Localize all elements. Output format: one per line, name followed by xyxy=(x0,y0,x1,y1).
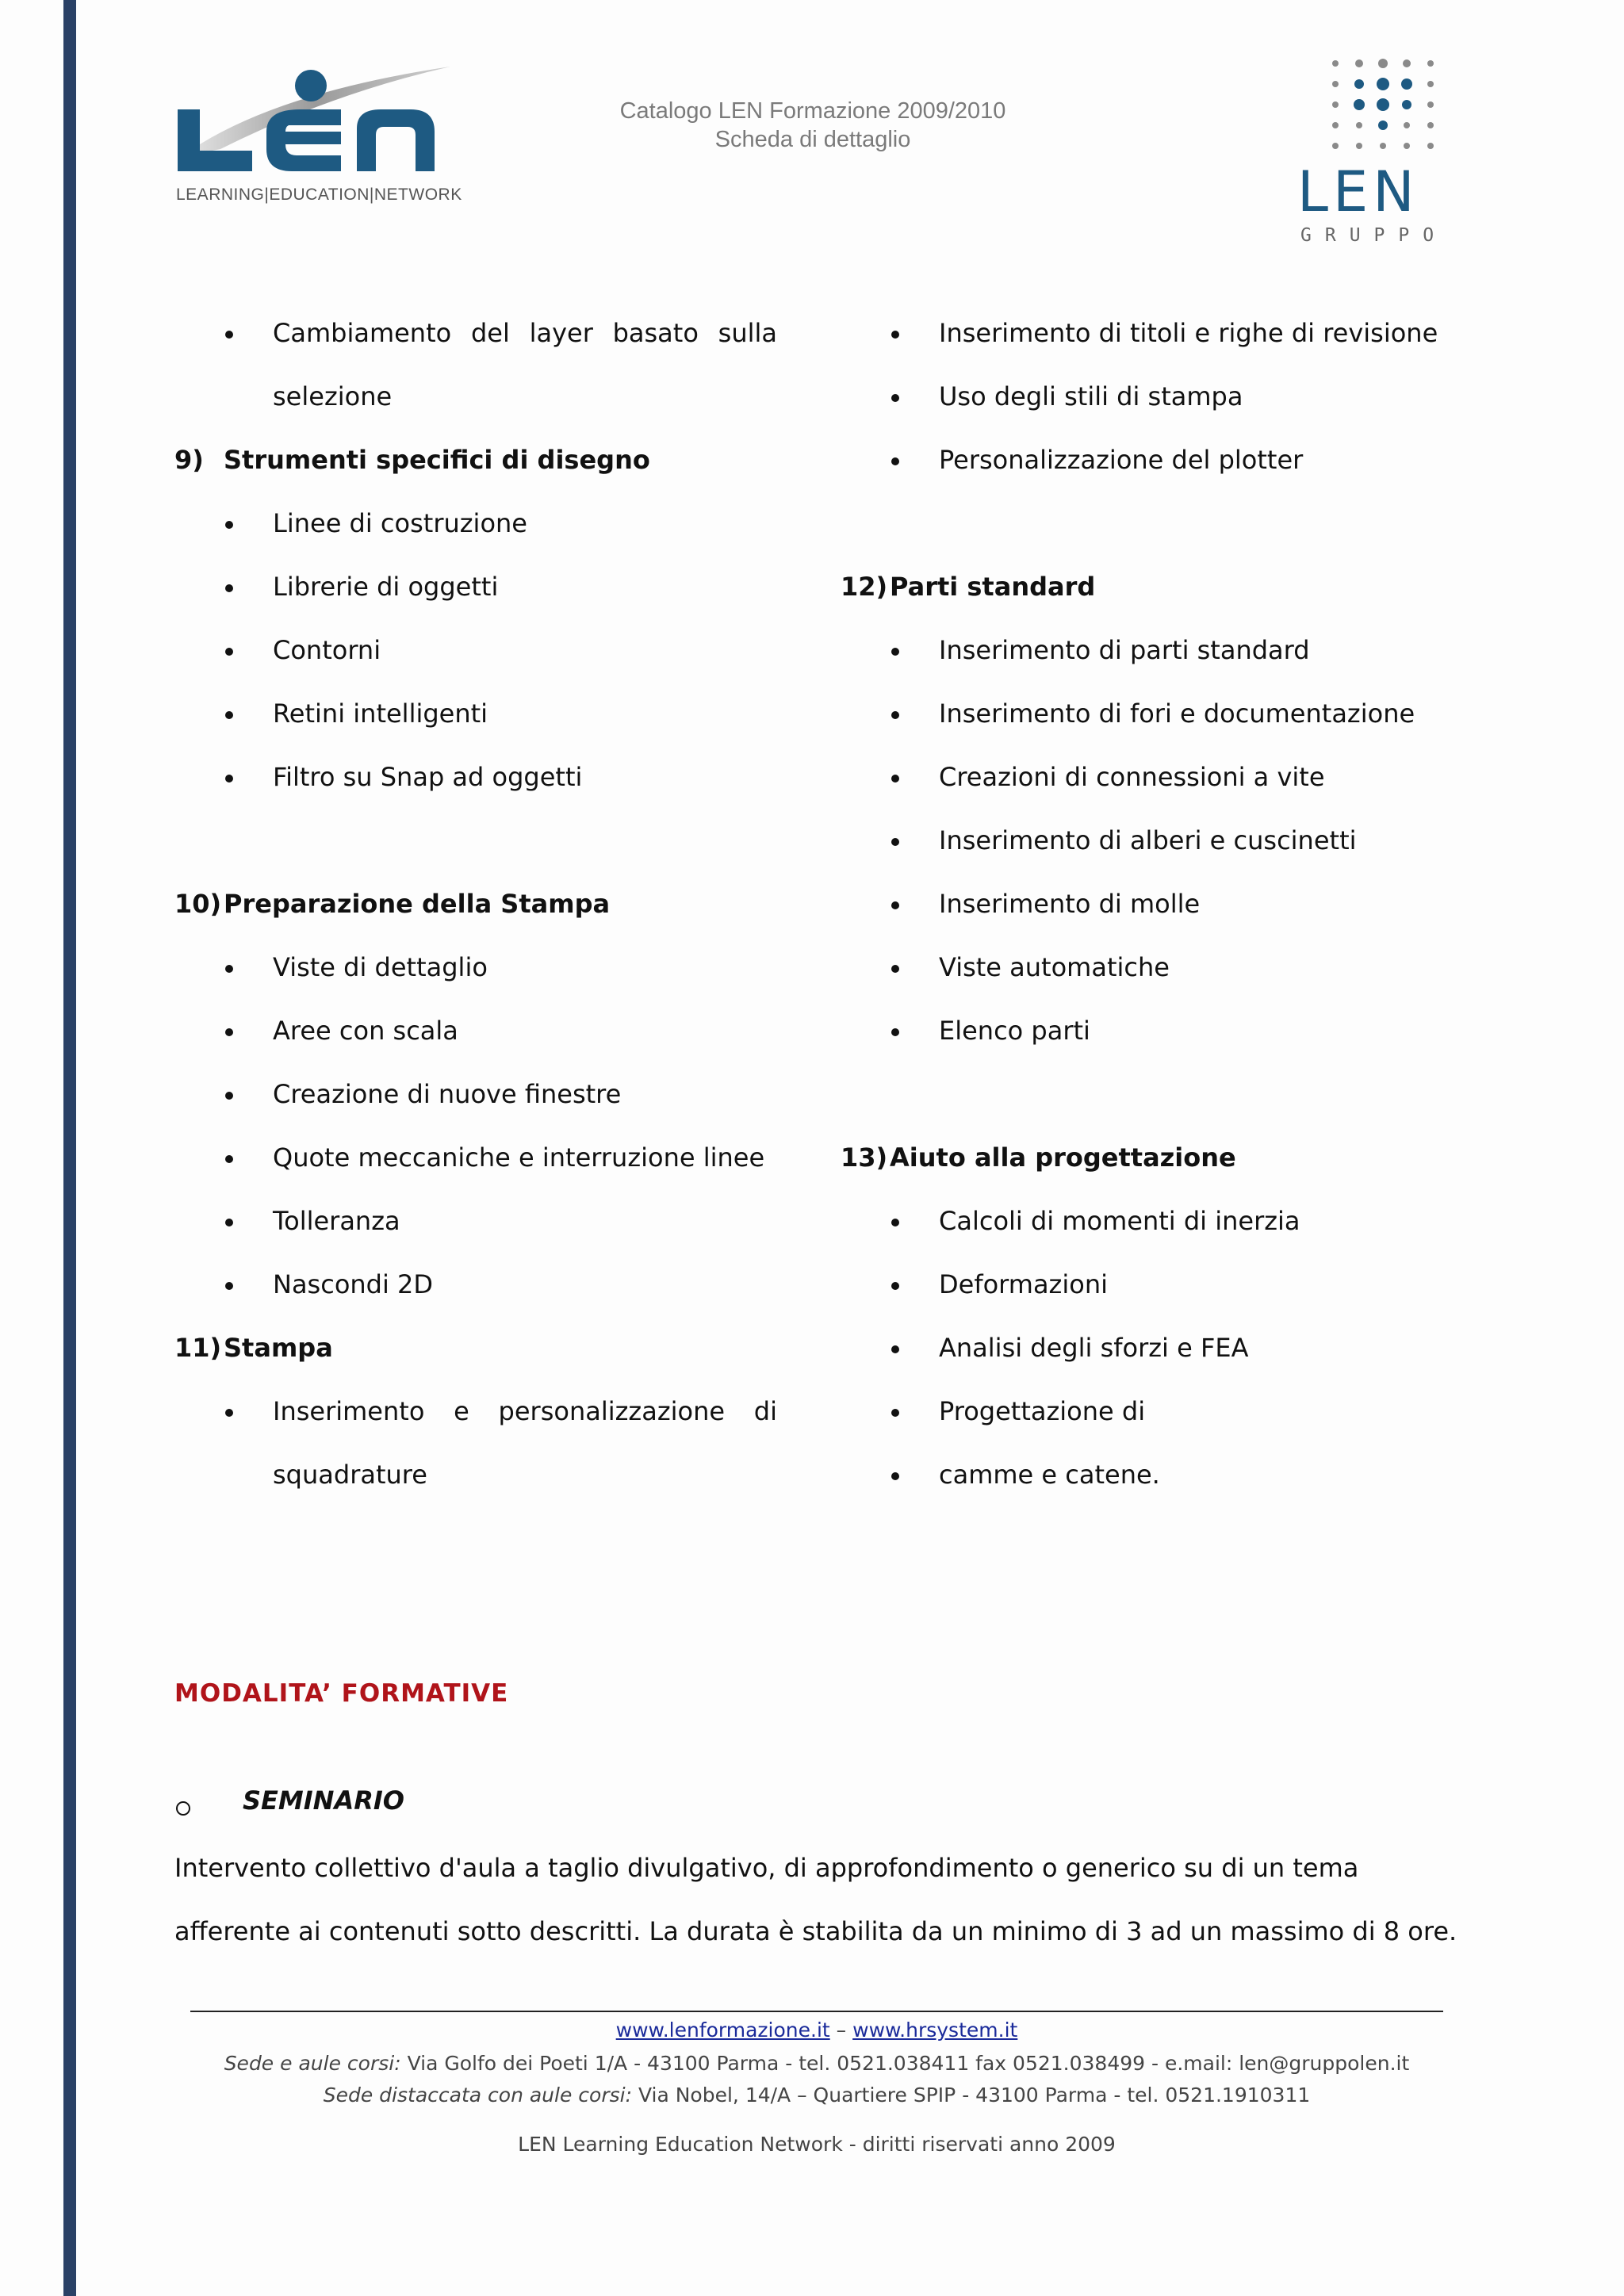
list-item xyxy=(841,809,1475,872)
modalita-heading: MODALITA’ FORMATIVE xyxy=(174,1679,509,1708)
list-item xyxy=(841,872,1475,936)
word: del xyxy=(470,318,510,348)
section-title: Strumenti specifici di disegno xyxy=(224,445,650,475)
list-item xyxy=(841,999,1475,1062)
list-item xyxy=(174,1189,777,1253)
list-item-label: Inserimento di titoli e righe di revisione xyxy=(939,318,1438,348)
list-item-label: Progettazione di xyxy=(939,1396,1146,1426)
section-title: Stampa xyxy=(224,1333,333,1363)
list-item-label: Calcoli di momenti di inerzia xyxy=(939,1206,1300,1236)
bullet-icon xyxy=(891,838,899,846)
list-item-label: Analisi degli sforzi e FEA xyxy=(939,1333,1249,1363)
sede-label: Sede e aule corsi: xyxy=(224,2052,401,2075)
logo-tagline: LEARNING|EDUCATION|NETWORK xyxy=(176,186,462,204)
list-item xyxy=(174,745,777,809)
list-item xyxy=(174,1380,777,1443)
seminario-title: SEMINARIO xyxy=(243,1785,404,1816)
bullet-icon xyxy=(225,1028,233,1036)
bullet-icon xyxy=(225,775,233,783)
list-item xyxy=(174,1062,777,1126)
list-item xyxy=(841,1253,1475,1316)
list-item-continuation: selezione xyxy=(273,381,393,411)
spacer xyxy=(841,1062,1475,1126)
bullet-icon xyxy=(891,648,899,656)
list-item-label: Nascondi 2D xyxy=(273,1269,434,1299)
list-item-label: Uso degli stili di stampa xyxy=(939,381,1243,411)
list-item-label: Filtro su Snap ad oggetti xyxy=(273,762,583,792)
list-item xyxy=(174,1126,777,1189)
list-item-label: Inserimento di alberi e cuscinetti xyxy=(939,825,1357,855)
word: Inserimento xyxy=(273,1396,425,1426)
footer-sede-distaccata xyxy=(174,2084,1459,2107)
footer-rights: LEN Learning Education Network - diritti riservati anno 2009 xyxy=(518,2133,1116,2156)
list-item-label: Personalizzazione del plotter xyxy=(939,445,1304,475)
bullet-icon xyxy=(225,584,233,592)
section-number: 13) xyxy=(841,1142,888,1173)
section-number: 12) xyxy=(841,572,888,602)
left-border-bar xyxy=(63,0,76,2296)
spacer xyxy=(841,492,1475,555)
footer-sede xyxy=(174,2052,1459,2075)
logo-right-text: LEN xyxy=(1297,159,1419,220)
hrsystem-link[interactable]: www.hrsystem.it xyxy=(852,2019,1018,2042)
bullet-icon xyxy=(225,1409,233,1417)
bullet-icon xyxy=(225,1219,233,1226)
bullet-icon xyxy=(891,1219,899,1226)
dist-text: Via Nobel, 14/A – Quartiere SPIP - 43100 Parma - tel. 0521.1910311 xyxy=(632,2084,1311,2107)
circle-bullet-icon xyxy=(176,1801,190,1816)
list-item xyxy=(174,301,777,365)
section-number: 10) xyxy=(174,889,222,919)
bullet-icon xyxy=(891,965,899,973)
list-item-label: Inserimento di fori e documentazione xyxy=(939,698,1415,729)
list-item xyxy=(841,618,1475,682)
list-item xyxy=(841,1380,1475,1443)
bullet-icon xyxy=(225,1282,233,1290)
bullet-icon xyxy=(225,331,233,339)
len-gruppo-logo xyxy=(1296,54,1470,252)
list-item-label: Contorni xyxy=(273,635,381,665)
list-item xyxy=(841,301,1475,365)
footer-divider xyxy=(190,2011,1443,2012)
list-item xyxy=(841,936,1475,999)
section-heading-12 xyxy=(841,555,1475,618)
seminario-row xyxy=(174,1785,1443,1820)
bullet-icon xyxy=(225,521,233,529)
list-item-label: Quote meccaniche e interruzione linee xyxy=(273,1142,765,1173)
list-item xyxy=(174,492,777,555)
list-item xyxy=(174,682,777,745)
section-title: Preparazione della Stampa xyxy=(224,889,611,919)
bullet-icon xyxy=(891,711,899,719)
section-number: 11) xyxy=(174,1333,222,1363)
link-separator: – xyxy=(829,2019,853,2042)
list-item-label: Retini intelligenti xyxy=(273,698,488,729)
list-item xyxy=(174,999,777,1062)
header-title xyxy=(476,97,1150,154)
word: di xyxy=(753,1396,777,1426)
bullet-icon xyxy=(225,648,233,656)
list-item-label: Tolleranza xyxy=(273,1206,400,1236)
list-item-label: Elenco parti xyxy=(939,1016,1090,1046)
bullet-icon xyxy=(225,711,233,719)
len-logo-graphic xyxy=(173,62,458,181)
section-number: 9) xyxy=(174,445,204,475)
bullet-icon xyxy=(891,394,899,402)
lenformazione-link[interactable]: www.lenformazione.it xyxy=(615,2019,830,2042)
list-item xyxy=(841,1316,1475,1380)
list-item xyxy=(174,936,777,999)
bullet-icon xyxy=(891,901,899,909)
word: layer xyxy=(529,318,593,348)
list-item xyxy=(174,618,777,682)
list-item xyxy=(841,428,1475,492)
word: personalizzazione xyxy=(498,1396,726,1426)
bullet-icon xyxy=(891,457,899,465)
section-heading-9 xyxy=(174,428,777,492)
section-heading-10 xyxy=(174,872,777,936)
list-item xyxy=(841,682,1475,745)
len-logo xyxy=(173,62,462,212)
list-item xyxy=(174,1253,777,1316)
list-item-label: Aree con scala xyxy=(273,1016,458,1046)
word: e xyxy=(454,1396,469,1426)
left-column xyxy=(174,301,777,1506)
word: basato xyxy=(612,318,699,348)
list-item xyxy=(841,365,1475,428)
list-item-label: Inserimento di parti standard xyxy=(939,635,1310,665)
list-item-label: camme e catene. xyxy=(939,1460,1160,1490)
spacer xyxy=(174,809,777,872)
bullet-icon xyxy=(225,965,233,973)
list-item-label: Inserimento di molle xyxy=(939,889,1201,919)
section-heading-11 xyxy=(174,1316,777,1380)
bullet-icon xyxy=(891,1409,899,1417)
list-item xyxy=(841,1443,1475,1506)
list-item-label: Creazione di nuove finestre xyxy=(273,1079,622,1109)
list-item-label: Linee di costruzione xyxy=(273,508,527,538)
seminario-description: Intervento collettivo d'aula a taglio divulgativo, di approfondimento o generico su di un tema afferente ai contenuti sotto descritti. La durata è stabilita da un minimo di 3 ad un massimo di 8 ore. xyxy=(174,1853,1457,1946)
list-item-label: Librerie di oggetti xyxy=(273,572,499,602)
list-item-label: Viste automatiche xyxy=(939,952,1170,982)
right-column xyxy=(841,301,1475,1506)
list-item xyxy=(174,555,777,618)
list-item-continuation: squadrature xyxy=(273,1460,427,1490)
list-item-label: Deformazioni xyxy=(939,1269,1108,1299)
footer-links xyxy=(174,2019,1459,2042)
list-item xyxy=(841,1189,1475,1253)
dist-label: Sede distaccata con aule corsi: xyxy=(323,2084,633,2107)
section-title: Aiuto alla progettazione xyxy=(890,1142,1236,1173)
bullet-icon xyxy=(225,1155,233,1163)
word: Cambiamento xyxy=(273,318,452,348)
bullet-icon xyxy=(891,1345,899,1353)
section-heading-13 xyxy=(841,1126,1475,1189)
bullet-icon xyxy=(891,331,899,339)
word: sulla xyxy=(718,318,777,348)
bullet-icon xyxy=(225,1092,233,1100)
list-item-label: Viste di dettaglio xyxy=(273,952,488,982)
bullet-icon xyxy=(891,1472,899,1480)
list-item-label: Creazioni di connessioni a vite xyxy=(939,762,1325,792)
bullet-icon xyxy=(891,1282,899,1290)
bullet-icon xyxy=(891,1028,899,1036)
logo-gruppo-text: GRUPPO xyxy=(1300,225,1448,246)
bullet-icon xyxy=(891,775,899,783)
list-item xyxy=(841,745,1475,809)
header-title-line1: Catalogo LEN Formazione 2009/2010 xyxy=(619,98,1006,124)
dot-grid-graphic xyxy=(1296,54,1470,220)
section-title: Parti standard xyxy=(890,572,1096,602)
header-title-line2: Scheda di dettaglio xyxy=(714,127,911,152)
sede-text: Via Golfo dei Poeti 1/A - 43100 Parma - tel. 0521.038411 fax 0521.038499 - e.mail: len@gruppolen.it xyxy=(400,2052,1410,2075)
